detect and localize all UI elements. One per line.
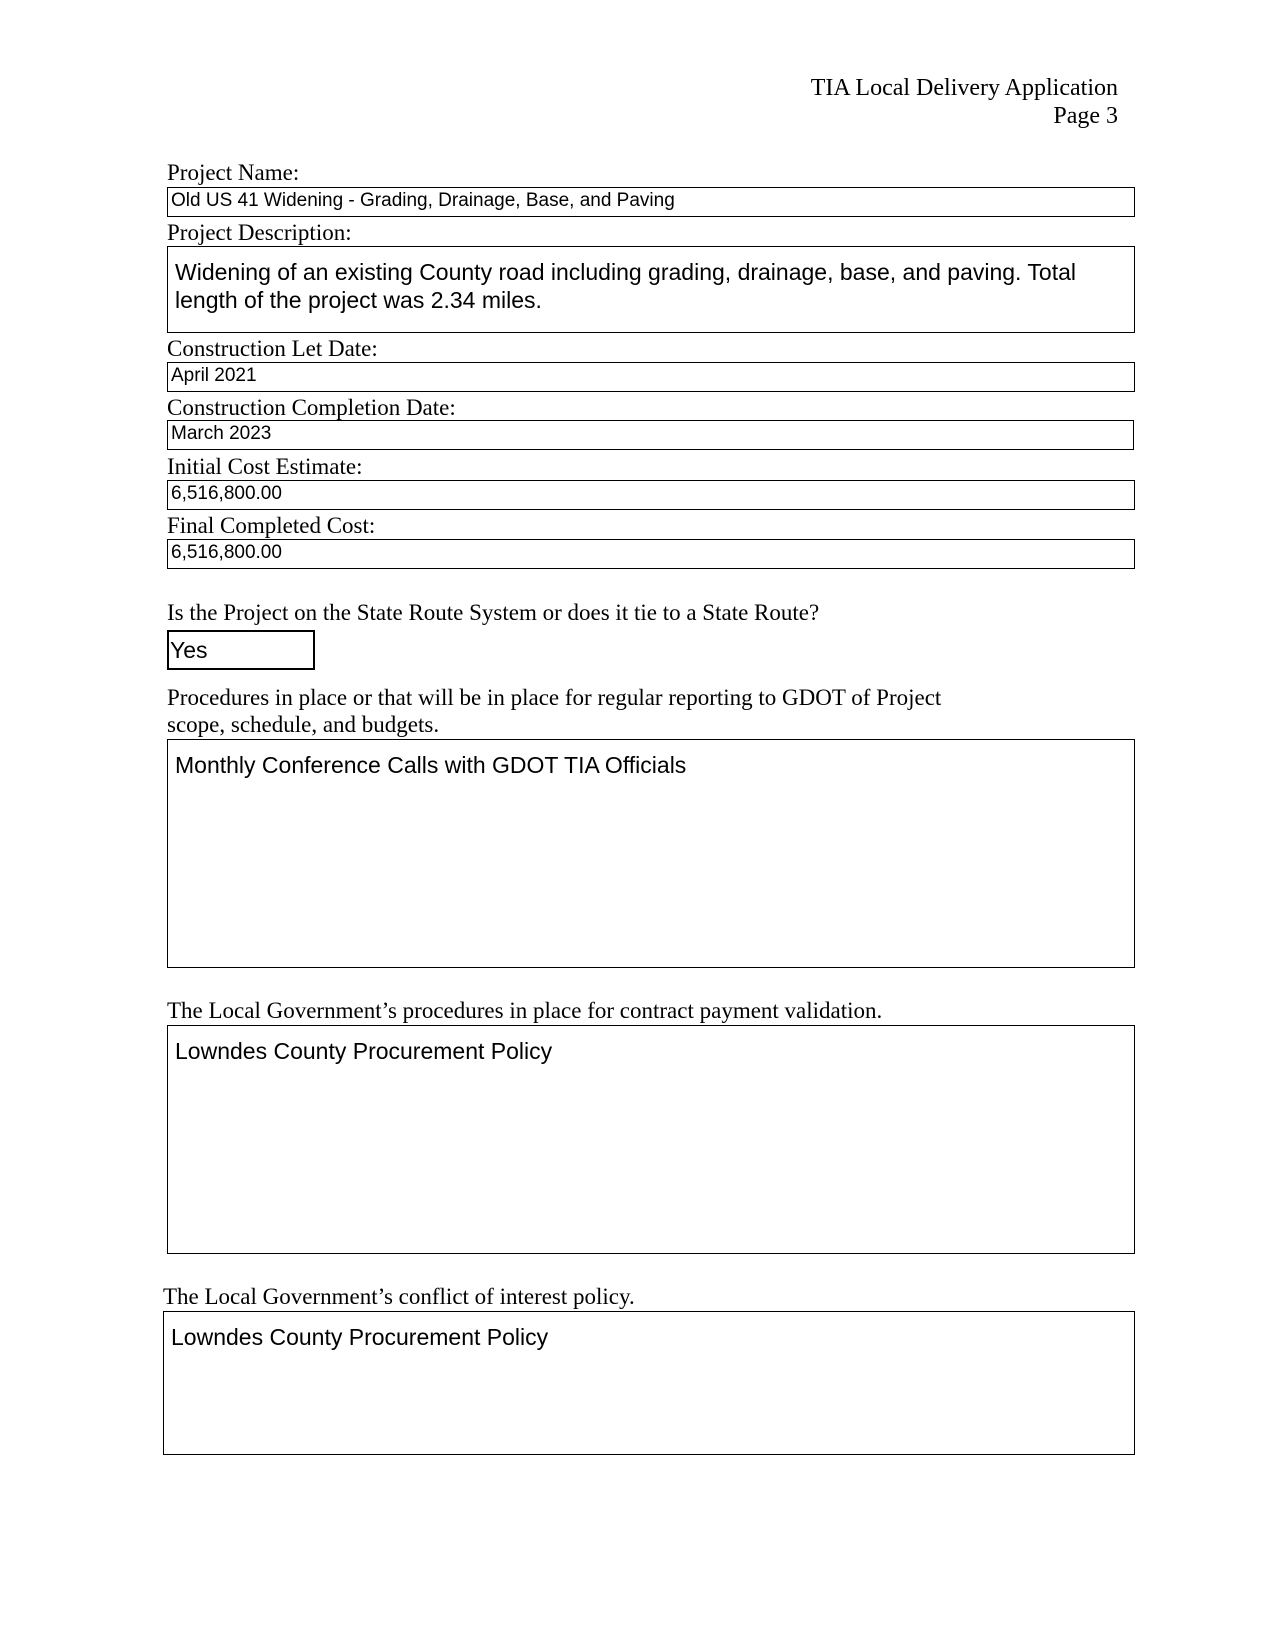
final-cost-field[interactable]: 6,516,800.00	[167, 539, 1135, 569]
document-title: TIA Local Delivery Application	[810, 75, 1118, 101]
conflict-question: The Local Government’s conflict of interest policy.	[163, 1284, 635, 1309]
reporting-question-line1: Procedures in place or that will be in place for regular reporting to GDOT of Project	[167, 685, 942, 710]
reporting-question-line2: scope, schedule, and budgets.	[167, 712, 440, 737]
project-description-label: Project Description:	[167, 220, 352, 245]
page-header	[811, 74, 1118, 130]
project-description-field[interactable]: Widening of an existing County road including grading, drainage, base, and paving. Total length of the project was 2.34 miles.	[167, 246, 1135, 333]
reporting-answer-field[interactable]: Monthly Conference Calls with GDOT TIA Officials	[167, 739, 1135, 968]
final-cost-label: Final Completed Cost:	[167, 513, 376, 538]
conflict-answer-field[interactable]: Lowndes County Procurement Policy	[163, 1311, 1135, 1455]
completion-date-field[interactable]: March 2023	[167, 420, 1134, 450]
completion-date-label: Construction Completion Date:	[167, 395, 456, 420]
let-date-field[interactable]: April 2021	[167, 362, 1135, 392]
project-name-label: Project Name:	[167, 160, 300, 185]
payment-answer-field[interactable]: Lowndes County Procurement Policy	[167, 1025, 1135, 1254]
project-name-field[interactable]: Old US 41 Widening - Grading, Drainage, Base, and Paving	[167, 187, 1135, 217]
page-number: Page 3	[1053, 103, 1118, 129]
initial-cost-field[interactable]: 6,516,800.00	[167, 480, 1135, 510]
state-route-answer-field[interactable]: Yes	[167, 630, 315, 670]
state-route-question: Is the Project on the State Route System or does it tie to a State Route?	[167, 600, 820, 625]
initial-cost-label: Initial Cost Estimate:	[167, 454, 363, 479]
let-date-label: Construction Let Date:	[167, 336, 378, 361]
payment-question: The Local Government’s procedures in place for contract payment validation.	[167, 998, 883, 1023]
